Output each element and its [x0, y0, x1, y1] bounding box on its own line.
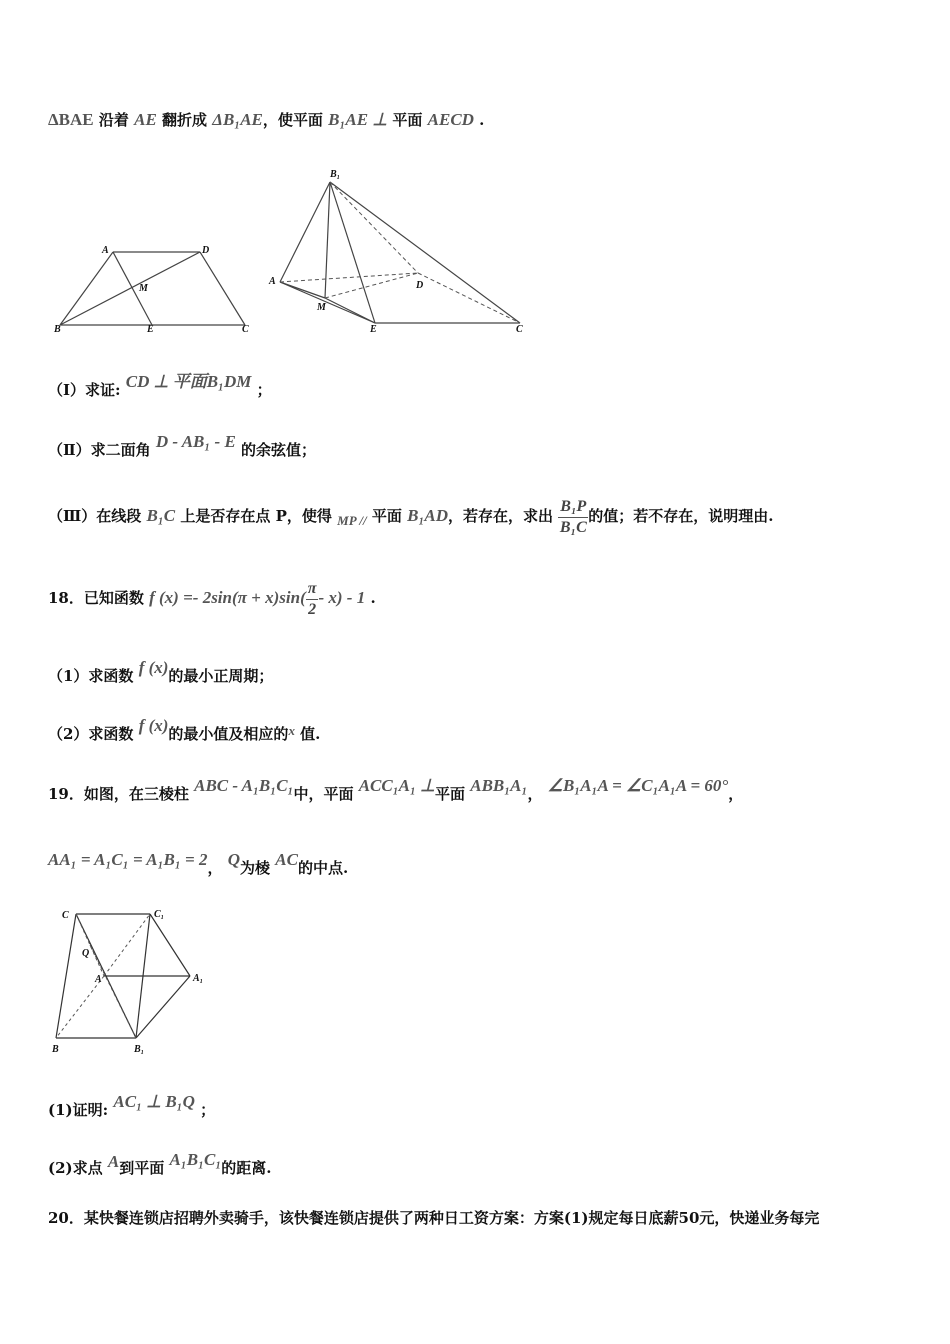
label-e-right: E	[370, 324, 377, 335]
q19-plane-abb1a1: ABB₁A₁	[470, 776, 528, 795]
q18-part1-math: f (x)	[138, 658, 169, 677]
q19-stem-line2	[48, 850, 349, 880]
q19-l2-text3: 的中点.	[297, 859, 349, 877]
fraction-numerator: π	[306, 579, 319, 600]
text-period: .	[479, 111, 485, 129]
q18-part2-end: 值.	[300, 725, 321, 743]
q19-part1-math: AC₁ ⊥ B₁Q	[113, 1092, 195, 1111]
q19-part2-label: (2)求点	[48, 1159, 103, 1177]
q18-part2-math: f (x)	[138, 716, 169, 735]
fraction-numerator: B₁P	[558, 497, 588, 518]
label-c-right: C	[516, 324, 523, 335]
q18-end: .	[370, 589, 376, 607]
label-q: Q	[82, 948, 90, 959]
q19-number: 19．如图，在三棱柱	[48, 785, 189, 803]
text-make-plane: ，使平面	[262, 111, 323, 129]
q19-part1	[48, 1092, 216, 1122]
q17-part3-text3: 平面	[371, 507, 402, 525]
q19-lengths: AA₁ = A₁C₁ = A₁B₁ = 2	[48, 850, 208, 869]
q19-part1-label: (1)证明:	[48, 1101, 109, 1119]
label-d-left: D	[202, 245, 210, 256]
q20-stem	[48, 1206, 819, 1230]
q17-part2-label: （Ⅱ）求二面角	[48, 441, 151, 459]
q17-part1-label: （Ⅰ）求证:	[48, 381, 121, 399]
q17-part2-end: 的余弦值；	[241, 441, 317, 459]
label-b: B	[52, 1044, 59, 1055]
label-d-right: D	[416, 280, 424, 291]
q17-part3-text1: 上是否存在点	[180, 507, 271, 525]
q18-func-right: - x) - 1	[318, 588, 366, 607]
q19-part2	[48, 1150, 272, 1180]
pyramid-hidden-lines	[280, 182, 520, 323]
q18-part2	[48, 716, 321, 747]
q18-part1-end: 的最小正周期；	[168, 667, 274, 685]
label-b-left: B	[54, 324, 61, 335]
figure-17	[40, 160, 540, 345]
q17-part3-mp-parallel: MP //	[337, 513, 367, 528]
math-aecd: AECD	[427, 110, 474, 129]
q19-angles: ∠B₁A₁A = ∠C₁A₁A = 60°	[547, 776, 729, 795]
q18-func-left: f (x) =- 2sin(π + x)sin(	[149, 588, 306, 607]
q19-part2-point-a: A	[107, 1152, 120, 1171]
q18-part1-label: （1）求函数	[48, 667, 134, 685]
q17-part1	[48, 372, 272, 402]
q19-stem-line1	[48, 776, 744, 806]
text-along: 沿着	[98, 111, 129, 129]
q18-number: 18．已知函数	[48, 589, 144, 607]
q17-part3-b1ad: B₁AD	[407, 506, 449, 525]
q18-part2-label: （2）求函数	[48, 725, 134, 743]
q17-part3-text5: 的值；若不存在，说明理由.	[588, 507, 774, 525]
label-b1: B₁	[134, 1044, 145, 1055]
pyramid-diagram	[280, 182, 520, 323]
label-a-left: A	[102, 245, 109, 256]
q18-part1	[48, 658, 274, 688]
label-c-left: C	[242, 324, 249, 335]
q19-part2-plane: A₁B₁C₁	[169, 1150, 222, 1169]
math-triangle-b1ae: ΔB₁AE	[212, 110, 263, 129]
q19-l2-text2: 为棱	[240, 859, 271, 877]
q19-text1: 中，平面	[293, 785, 354, 803]
intro-line	[48, 108, 484, 132]
q17-part3	[48, 496, 774, 538]
label-a1: A₁	[193, 973, 204, 984]
q18-part2-x: x	[288, 723, 295, 738]
figure-19	[48, 900, 228, 1065]
q19-text2: 平面	[434, 785, 465, 803]
label-c: C	[62, 910, 69, 921]
q17-part3-b1c: B₁C	[146, 506, 176, 525]
label-e-left: E	[147, 324, 154, 335]
label-a: A	[95, 974, 102, 985]
q19-part1-end: ；	[200, 1101, 216, 1119]
q17-part2	[48, 432, 317, 462]
label-m-left: M	[139, 283, 148, 294]
q19-ac: AC	[275, 850, 298, 869]
q17-part2-math: D - AB₁ - E	[155, 432, 236, 451]
fraction-denominator: 2	[308, 600, 317, 618]
q19-plane-acc1a1: ACC₁A₁ ⊥	[358, 776, 435, 795]
q17-part1-math: CD ⊥ 平面B₁DM	[125, 372, 252, 391]
q17-part3-text4: ，若存在，求出	[448, 507, 554, 525]
q17-part3-point: P	[275, 507, 287, 525]
q19-prism: ABC - A₁B₁C₁	[194, 776, 294, 795]
q17-part1-end: ；	[256, 381, 272, 399]
q19-q: Q	[227, 850, 240, 869]
trapezoid-diagram	[60, 252, 245, 325]
q17-part3-label: （Ⅲ）在线段	[48, 507, 142, 525]
label-b1-right: B₁	[330, 169, 341, 180]
q19-text3: ，	[527, 785, 543, 803]
q17-part3-fraction	[558, 497, 588, 538]
fraction-denominator: B₁C	[559, 518, 587, 536]
math-ae: AE	[134, 110, 157, 129]
q19-part2-mid: 到平面	[119, 1159, 165, 1177]
q18-fraction	[306, 579, 319, 620]
q17-part3-text2: ，使得	[286, 507, 332, 525]
q18-part2-mid: 的最小值及相应的	[168, 725, 289, 743]
label-c1: C₁	[154, 909, 165, 920]
q19-part2-end: 的距离.	[221, 1159, 272, 1177]
math-triangle-bae: ΔBAE	[48, 110, 94, 129]
label-m-right: M	[317, 302, 326, 313]
q20-text: 20．某快餐连锁店招聘外卖骑手，该快餐连锁店提供了两种日工资方案：方案(1)规定每日底薪50元，快递业务每完	[48, 1209, 820, 1227]
math-b1ae-perp: B₁AE ⊥	[328, 110, 388, 129]
prism-diagram	[56, 914, 190, 1038]
q19-l2-text1: ，	[207, 859, 223, 877]
q18-stem	[48, 578, 376, 620]
label-a-right: A	[269, 276, 276, 287]
text-plane: 平面	[392, 111, 423, 129]
q19-text4: ，	[728, 785, 744, 803]
text-fold: 翻折成	[162, 111, 208, 129]
